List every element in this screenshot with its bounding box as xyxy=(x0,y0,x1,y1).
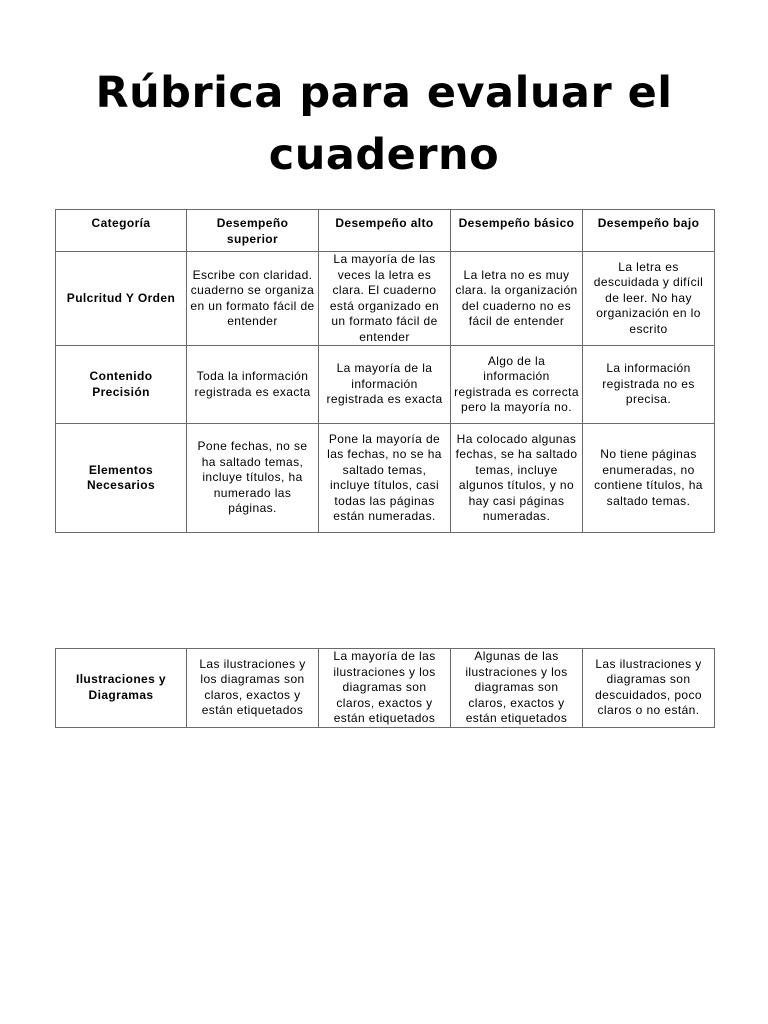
page-title xyxy=(0,62,768,186)
table-row xyxy=(56,346,715,424)
table-cell: La información registrada no es precisa. xyxy=(583,346,715,424)
row-category: Ilustraciones y Diagramas xyxy=(56,649,187,728)
table-row xyxy=(56,424,715,533)
header-bajo: Desempeño bajo xyxy=(583,210,715,252)
header-category: Categoría xyxy=(56,210,187,252)
table-cell: Las ilustraciones y diagramas son descuidados, poco claros o no están. xyxy=(583,649,715,728)
table-cell: La letra no es muy clara. la organización del cuaderno no es fácil de entender xyxy=(451,252,583,346)
header-row xyxy=(56,210,715,252)
table-cell: Las ilustraciones y los diagramas son claros, exactos y están etiquetados xyxy=(187,649,319,728)
row-category: Pulcritud Y Orden xyxy=(56,252,187,346)
title-line-2: cuaderno xyxy=(268,130,500,180)
row-category: Contenido Precisión xyxy=(56,346,187,424)
table-row xyxy=(56,252,715,346)
rubric-table xyxy=(55,209,715,533)
header-basico: Desempeño básico xyxy=(451,210,583,252)
header-alto: Desempeño alto xyxy=(319,210,451,252)
table-cell: Algunas de las ilustraciones y los diagramas son claros, exactos y están etiquetados xyxy=(451,649,583,728)
table-cell: No tiene páginas enumeradas, no contiene títulos, ha saltado temas. xyxy=(583,424,715,533)
header-superior: Desempeño superior xyxy=(187,210,319,252)
table-cell: La letra es descuidada y difícil de leer. No hay organización en lo escrito xyxy=(583,252,715,346)
table-cell: La mayoría de las ilustraciones y los diagramas son claros, exactos y están etiquetados xyxy=(319,649,451,728)
table-cell: La mayoría de la información registrada es exacta xyxy=(319,346,451,424)
table-cell: Escribe con claridad. cuaderno se organiza en un formato fácil de entender xyxy=(187,252,319,346)
table-cell: Pone la mayoría de las fechas, no se ha saltado temas, incluye títulos, casi todas las páginas están numeradas. xyxy=(319,424,451,533)
table-cell: La mayoría de las veces la letra es clara. El cuaderno está organizado en un formato fácil de entender xyxy=(319,252,451,346)
title-line-1: Rúbrica para evaluar el xyxy=(95,68,673,118)
table-cell: Pone fechas, no se ha saltado temas, incluye títulos, ha numerado las páginas. xyxy=(187,424,319,533)
row-category: Elementos Necesarios xyxy=(56,424,187,533)
table-row xyxy=(56,649,715,728)
table-cell: Toda la información registrada es exacta xyxy=(187,346,319,424)
table-cell: Algo de la información registrada es correcta pero la mayoría no. xyxy=(451,346,583,424)
table-cell: Ha colocado algunas fechas, se ha saltado temas, incluye algunos títulos, y no hay casi páginas numeradas. xyxy=(451,424,583,533)
rubric-table-continued xyxy=(55,648,715,728)
